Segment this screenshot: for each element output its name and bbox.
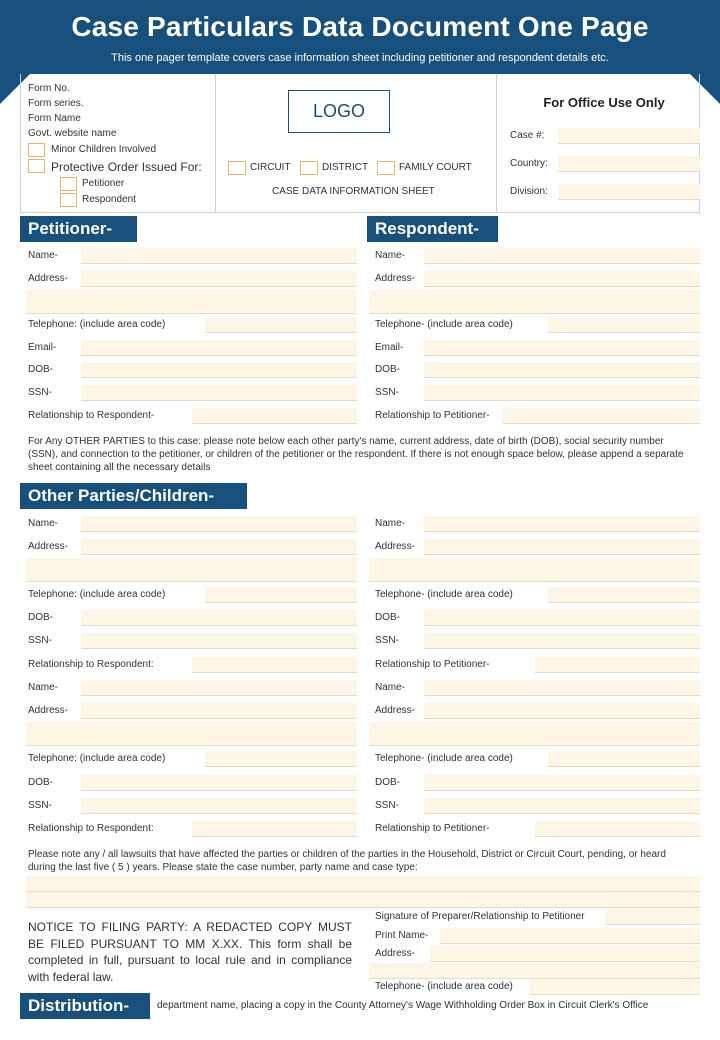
other-relationship-label: Relationship to Petitioner- [375, 659, 490, 670]
petitioner-address-field[interactable] [81, 271, 357, 287]
lawsuits-field-2[interactable] [26, 892, 700, 908]
other-address-label: Address- [28, 541, 69, 552]
other-dob-label: DOB- [375, 777, 400, 788]
other-ssn-label: SSN- [28, 635, 52, 646]
form-series-label: Form series. [28, 98, 84, 109]
protective-petitioner-label: Petitioner [82, 178, 125, 189]
respondent-name-field[interactable] [424, 248, 700, 264]
petitioner-name-label: Name- [28, 250, 59, 261]
other-address-field[interactable] [81, 539, 357, 555]
petitioner-relationship-label: Relationship to Respondent- [28, 410, 155, 421]
family-court-checkbox[interactable] [377, 161, 395, 175]
other-dob-field[interactable] [424, 610, 700, 626]
other-dob-field[interactable] [424, 775, 700, 791]
other-dob-field[interactable] [81, 775, 357, 791]
minor-children-label: Minor Children Involved [51, 144, 157, 155]
petitioner-dob-label: DOB- [28, 364, 53, 375]
divider [496, 74, 497, 213]
respondent-email-label: Email- [375, 342, 404, 353]
petitioner-telephone-field[interactable] [205, 317, 357, 333]
other-address-label: Address- [28, 705, 69, 716]
page-header [0, 0, 720, 74]
divider [215, 74, 216, 213]
respondent-relationship-field[interactable] [503, 408, 700, 424]
other-name-field[interactable] [424, 680, 700, 696]
respondent-address-field[interactable] [424, 271, 700, 287]
page-title: Case Particulars Data Document One Page [71, 11, 649, 42]
signature-address-field-2[interactable] [369, 963, 700, 979]
form-name-label: Form Name [28, 113, 81, 124]
form-no-label: Form No. [28, 83, 70, 94]
petitioner-dob-field[interactable] [81, 362, 357, 378]
district-checkbox[interactable] [300, 161, 318, 175]
case-no-label: Case #: [510, 130, 545, 141]
protective-respondent-label: Respondent [82, 194, 136, 205]
respondent-relationship-label: Relationship to Petitioner- [375, 410, 490, 421]
circuit-checkbox[interactable] [228, 161, 246, 175]
case-no-field[interactable] [558, 128, 700, 144]
signature-telephone-label: Telephone- (include area code) [375, 981, 513, 992]
petitioner-address-field-2[interactable] [26, 290, 357, 314]
signature-label: Signature of Preparer/Relationship to Petitioner [375, 911, 585, 922]
other-ssn-label: SSN- [375, 635, 399, 646]
distribution-heading: Distribution- [20, 993, 150, 1019]
division-label: Division: [510, 186, 548, 197]
office-use-title: For Office Use Only [543, 95, 665, 110]
other-address-label: Address- [375, 705, 416, 716]
petitioner-heading: Petitioner- [20, 216, 137, 242]
district-label: DISTRICT [322, 162, 369, 173]
other-relationship-field[interactable] [192, 657, 357, 673]
other-address-field-2[interactable] [26, 722, 357, 746]
respondent-name-label: Name- [375, 250, 406, 261]
other-telephone-field[interactable] [205, 587, 357, 603]
other-relationship-field[interactable] [535, 657, 700, 673]
protective-order-checkbox[interactable] [28, 159, 45, 173]
other-name-field[interactable] [424, 516, 700, 532]
respondent-dob-field[interactable] [424, 362, 700, 378]
petitioner-address-label: Address- [28, 273, 69, 284]
other-address-field-2[interactable] [369, 722, 700, 746]
protective-order-label: Protective Order Issued For: [51, 160, 202, 174]
other-relationship-field[interactable] [192, 821, 357, 837]
other-ssn-field[interactable] [424, 798, 700, 814]
petitioner-ssn-field[interactable] [81, 385, 357, 401]
other-telephone-field[interactable] [548, 587, 700, 603]
other-address-field[interactable] [424, 703, 700, 719]
petitioner-ssn-label: SSN- [28, 387, 52, 398]
other-ssn-field[interactable] [81, 798, 357, 814]
print-name-field[interactable] [440, 928, 700, 944]
circuit-label: CIRCUIT [250, 162, 291, 173]
respondent-address-label: Address- [375, 273, 416, 284]
petitioner-name-field[interactable] [81, 248, 357, 264]
other-name-label: Name- [28, 682, 59, 693]
respondent-heading: Respondent- [367, 216, 498, 242]
country-label: Country: [510, 158, 548, 169]
lawsuits-note: Please note any / all lawsuits that have affected the parties or children of the parties in the Household, District or Circuit Court, pending, or heard during the last five ( 5 ) years. Please state the case number, party name and case type: [28, 849, 666, 873]
other-name-field[interactable] [81, 516, 357, 532]
other-address-field-2[interactable] [369, 558, 700, 582]
other-ssn-label: SSN- [375, 800, 399, 811]
other-telephone-label: Telephone: (include area code) [28, 589, 166, 600]
respondent-email-field[interactable] [424, 340, 700, 356]
respondent-telephone-field[interactable] [548, 317, 700, 333]
other-parties-heading: Other Parties/Children- [20, 483, 247, 509]
other-dob-label: DOB- [375, 612, 400, 623]
petitioner-telephone-label: Telephone: (include area code) [28, 319, 166, 330]
other-relationship-label: Relationship to Respondent: [28, 823, 154, 834]
other-address-field[interactable] [424, 539, 700, 555]
other-relationship-label: Relationship to Respondent: [28, 659, 154, 670]
other-dob-field[interactable] [81, 610, 357, 626]
protective-respondent-checkbox[interactable] [60, 193, 77, 207]
other-parties-note: For Any OTHER PARTIES to this case: please note below each other party's name, current address, date of birth (DOB), social security number (SSN), and connection to the petitioner, or children of the petitioner or the respondent. If there is not enough space below, please append a separate sheet containing all the necessary details [28, 436, 684, 473]
other-telephone-field[interactable] [205, 751, 357, 767]
other-relationship-label: Relationship to Petitioner- [375, 823, 490, 834]
other-telephone-label: Telephone- (include area code) [375, 589, 513, 600]
protective-petitioner-checkbox[interactable] [60, 177, 77, 191]
other-address-field-2[interactable] [26, 558, 357, 582]
other-telephone-label: Telephone: (include area code) [28, 753, 166, 764]
signature-address-field[interactable] [430, 946, 700, 962]
other-name-label: Name- [375, 518, 406, 529]
other-ssn-label: SSN- [28, 800, 52, 811]
division-field[interactable] [558, 184, 700, 200]
other-ssn-field[interactable] [81, 633, 357, 649]
other-telephone-field[interactable] [548, 751, 700, 767]
other-name-field[interactable] [81, 680, 357, 696]
respondent-dob-label: DOB- [375, 364, 400, 375]
respondent-telephone-label: Telephone- (include area code) [375, 319, 513, 330]
minor-children-checkbox[interactable] [28, 143, 45, 157]
other-relationship-field[interactable] [535, 821, 700, 837]
petitioner-email-label: Email- [28, 342, 57, 353]
sheet-title: CASE DATA INFORMATION SHEET [272, 186, 435, 197]
page-subtitle: This one pager template covers case information sheet including petitioner and respondent details etc. [111, 52, 609, 64]
respondent-address-field-2[interactable] [369, 290, 700, 314]
respondent-ssn-label: SSN- [375, 387, 399, 398]
other-address-field[interactable] [81, 703, 357, 719]
other-address-label: Address- [375, 541, 416, 552]
lawsuits-field[interactable] [26, 876, 700, 892]
other-dob-label: DOB- [28, 612, 53, 623]
signature-address-label: Address- [375, 948, 416, 959]
govt-website-label: Govt. website name [28, 128, 117, 139]
respondent-ssn-field[interactable] [424, 385, 700, 401]
other-dob-label: DOB- [28, 777, 53, 788]
country-field[interactable] [558, 156, 700, 172]
petitioner-email-field[interactable] [81, 340, 357, 356]
notice-text: NOTICE TO FILING PARTY: A REDACTED COPY MUST BE FILED PURSUANT TO MM X.XX. This form shall be completed in full, pursuant to local rule and in compliance with federal law. [28, 920, 352, 984]
signature-field[interactable] [605, 909, 700, 925]
family-court-label: FAMILY COURT [399, 162, 472, 173]
signature-telephone-field[interactable] [530, 979, 700, 995]
other-name-label: Name- [375, 682, 406, 693]
distribution-text: department name, placing a copy in the County Attorney's Wage Withholding Order Box in Circuit Clerk's Office [157, 1000, 649, 1011]
other-ssn-field[interactable] [424, 633, 700, 649]
logo: LOGO [288, 90, 390, 133]
petitioner-relationship-field[interactable] [192, 408, 357, 424]
other-name-label: Name- [28, 518, 59, 529]
print-name-label: Print Name- [375, 930, 429, 941]
other-telephone-label: Telephone- (include area code) [375, 753, 513, 764]
